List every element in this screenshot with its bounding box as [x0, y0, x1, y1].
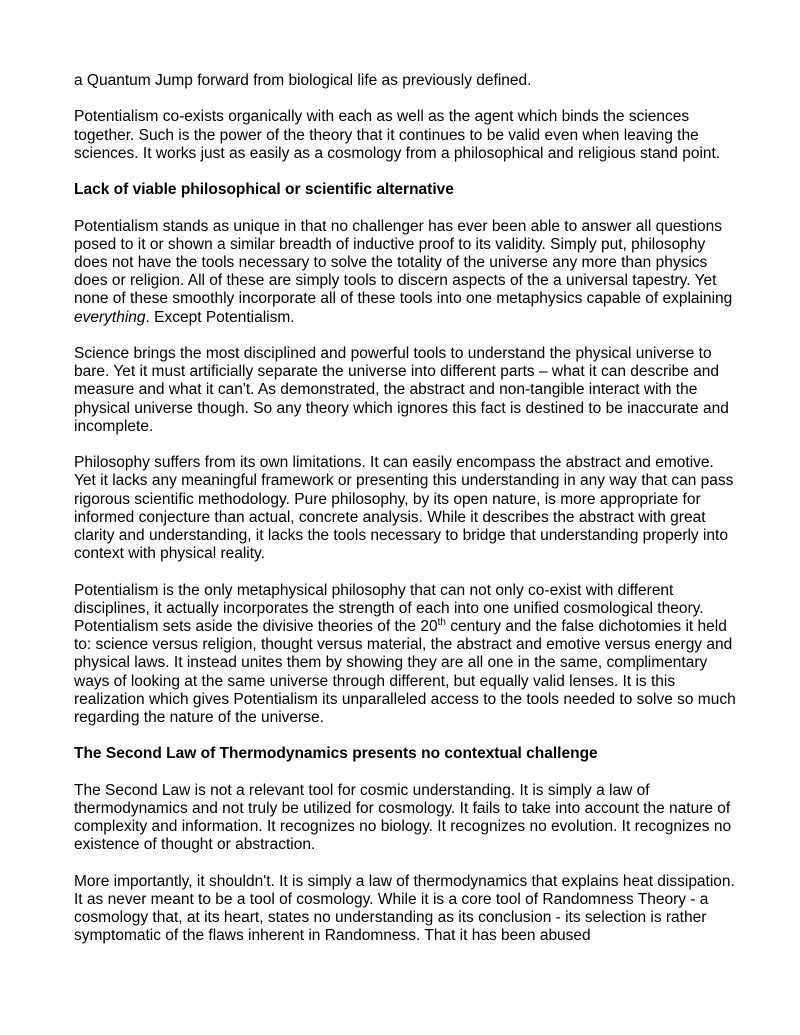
section-heading-thermodynamics: The Second Law of Thermodynamics presents no contextual challenge: [74, 745, 598, 763]
paragraph-philosophy: Philosophy suffers from its own limitations. It can easily encompass the abstract and emotive. Yet it lacks any meaningful framework or presenting this understanding in any way that can pass rigorous scientific methodology. Pure philosophy, by its open nature, is more appropriate for informed conjecture than actual, concrete analysis. While it describes the abstract with great clarity and understanding, it lacks the tools necessary to bridge that understanding properly into context with physical reality.: [74, 454, 734, 563]
paragraph-unique-text: Potentialism stands as unique in that no challenger has ever been able to answer all questions posed to it or shown a similar breadth of inductive proof to its validity. Simply put, philosophy does not have the tools necessary to solve the totality of the universe any more than physics does or religion. All of these are simply tools to discern aspects of the a universal tapestry. Yet none of these smoothly incorporate all of these tools into one metaphysics capable of explaining: [74, 217, 733, 308]
paragraph-metaphysical: [74, 582, 738, 728]
paragraph-importantly: More importantly, it shouldn't. It is simply a law of thermodynamics that explains heat dissipation. It as never meant to be a tool of cosmology. While it is a core tool of Randomness Theory - a cosmology that, at its heart, states no understanding as its conclusion - its selection is rather symptomatic of the flaws inherent in Randomness. That it has been abused: [74, 872, 735, 945]
paragraph-second-law: The Second Law is not a relevant tool for cosmic understanding. It is simply a law of thermodynamics and not truly be utilized for cosmology. It fails to take into account the nature of complexity and information. It recognizes no biology. It recognizes no evolution. It recognizes no existence of thought or abstraction.: [74, 781, 732, 854]
paragraph-metaphysical-text: Potentialism is the only metaphysical philosophy that can not only co-exist with different disciplines, it actually incorporates the strength of each into one unified cosmological theory. Potentialism sets aside the divisive theories of the 20: [74, 581, 704, 635]
paragraph-coexistence: Potentialism co-exists organically with each as well as the agent which binds the sciences together. Such is the power of the theory that it continues to be valid even when leaving the sciences. It works just as easily as a cosmology from a philosophical and religious stand point.: [74, 108, 721, 162]
document-page: [74, 72, 738, 964]
paragraph-unique: [74, 218, 738, 327]
emphasis-everything: everything: [74, 308, 146, 326]
paragraph-continuation: a Quantum Jump forward from biological life as previously defined.: [74, 72, 532, 89]
paragraph-unique-end: . Except Potentialism.: [145, 308, 295, 326]
ordinal-superscript: th: [437, 616, 446, 628]
paragraph-science: Science brings the most disciplined and powerful tools to understand the physical universe to bare. Yet it must artificially separate the universe into different parts – what it can describe and measure and what it can't. As demonstrated, the abstract and non-tangible interact with the physical universe though. So any theory which ignores this fact is destined to be inaccurate and incomplete.: [74, 344, 729, 435]
section-heading-alternative: Lack of viable philosophical or scientific alternative: [74, 181, 454, 199]
paragraph-metaphysical-end: century and the false dichotomies it held to: science versus religion, thought versus material, the abstract and emotive versus energy and physical laws. It instead unites them by showing they are all one in the same, complimentary ways of looking at the same universe through different, but equally valid lenses. It is this realization which gives Potentialism its unparalleled access to the tools needed to solve so much regarding the nature of the universe.: [74, 618, 736, 727]
